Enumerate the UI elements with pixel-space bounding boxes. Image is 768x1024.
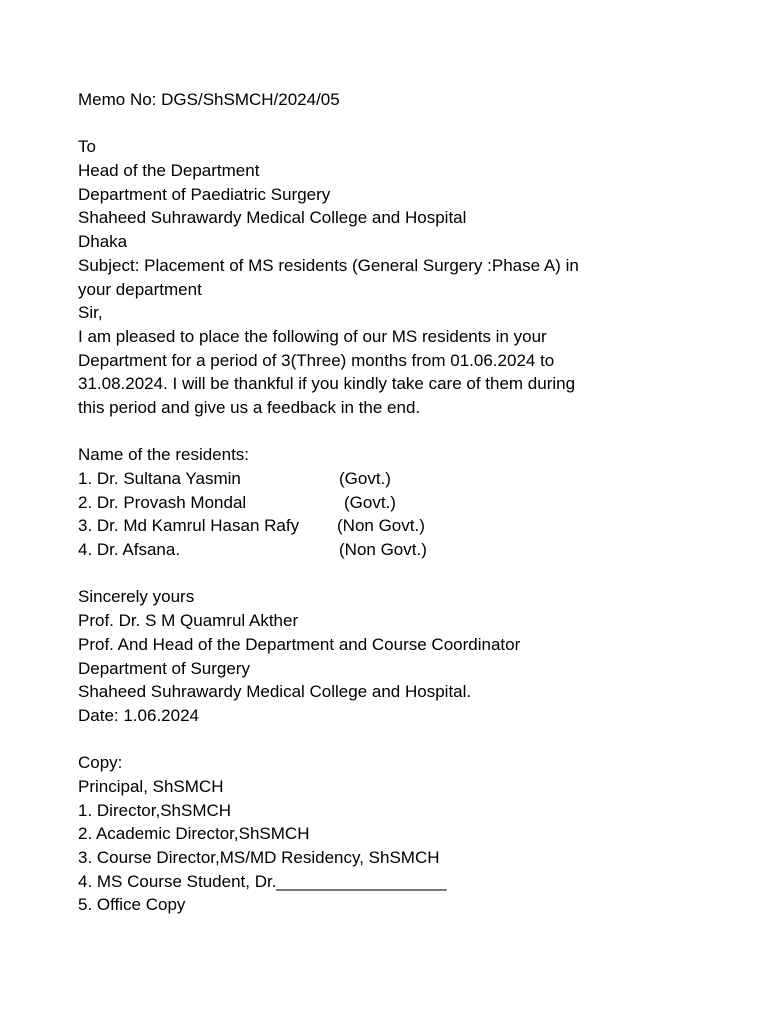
- signatory-designation: Prof. And Head of the Department and Course Coordinator: [78, 634, 521, 654]
- body-line-3: 31.08.2024. I will be thankful if you kindly take care of them during: [78, 374, 576, 394]
- residents-list: [78, 443, 718, 561]
- body-line-2: Department for a period of 3(Three) months from 01.06.2024 to: [78, 350, 555, 370]
- recipient-block: [78, 135, 718, 253]
- signatory-institution: Shaheed Suhrawardy Medical College and Hospital.: [78, 682, 472, 702]
- closing: Sincerely yours: [78, 587, 195, 607]
- body-line-1: I am pleased to place the following of our MS residents in your: [78, 326, 547, 346]
- copy-heading: Copy:: [78, 753, 123, 773]
- residents-heading: Name of the residents:: [78, 445, 250, 465]
- subject-block: [78, 254, 718, 301]
- memo-date: Date: 1.06.2024: [78, 705, 199, 725]
- signature-block: [78, 585, 718, 727]
- signatory-name: Prof. Dr. S M Quamrul Akther: [78, 611, 299, 631]
- resident-item: [78, 514, 718, 538]
- resident-item: [78, 467, 718, 491]
- recipient-department: Department of Paediatric Surgery: [78, 184, 331, 204]
- resident-name: 4. Dr. Afsana.: [78, 540, 181, 560]
- copy-list: [78, 751, 718, 917]
- copy-item: 1. Director,ShSMCH: [78, 800, 232, 820]
- salutation: Sir,: [78, 303, 103, 323]
- subject-line-1: Subject: Placement of MS residents (General Surgery :Phase A) in: [78, 255, 579, 275]
- memo-document: [78, 88, 718, 917]
- resident-name: 1. Dr. Sultana Yasmin: [78, 469, 241, 488]
- copy-item: 5. Office Copy: [78, 895, 186, 915]
- resident-name: 2. Dr. Provash Mondal: [78, 492, 247, 512]
- recipient-institution: Shaheed Suhrawardy Medical College and Hospital: [78, 208, 467, 228]
- to-label: To: [78, 137, 96, 157]
- resident-status: (Non Govt.): [339, 540, 427, 560]
- resident-item: [78, 491, 718, 515]
- resident-status: (Non Govt.): [337, 516, 425, 536]
- body-paragraph: [78, 325, 718, 420]
- body-line-4: this period and give us a feedback in the end.: [78, 397, 421, 417]
- subject-line-2: your department: [78, 279, 202, 299]
- recipient-title: Head of the Department: [78, 161, 260, 181]
- resident-name: 3. Dr. Md Kamrul Hasan Rafy: [78, 516, 300, 536]
- copy-item: 3. Course Director,MS/MD Residency, ShSMCH: [78, 848, 440, 867]
- memo-number: Memo No: DGS/ShSMCH/2024/05: [78, 90, 340, 109]
- copy-item: 2. Academic Director,ShSMCH: [78, 824, 310, 844]
- spacer: [78, 420, 718, 444]
- copy-principal: Principal, ShSMCH: [78, 776, 224, 796]
- recipient-city: Dhaka: [78, 232, 128, 252]
- resident-status: (Govt.): [344, 492, 396, 512]
- signatory-department: Department of Surgery: [78, 658, 250, 678]
- spacer: [78, 112, 718, 136]
- spacer: [78, 728, 718, 752]
- resident-item: [78, 538, 718, 562]
- spacer: [78, 562, 718, 586]
- copy-item: 4. MS Course Student, Dr.__________________: [78, 871, 447, 891]
- resident-status: (Govt.): [339, 469, 391, 488]
